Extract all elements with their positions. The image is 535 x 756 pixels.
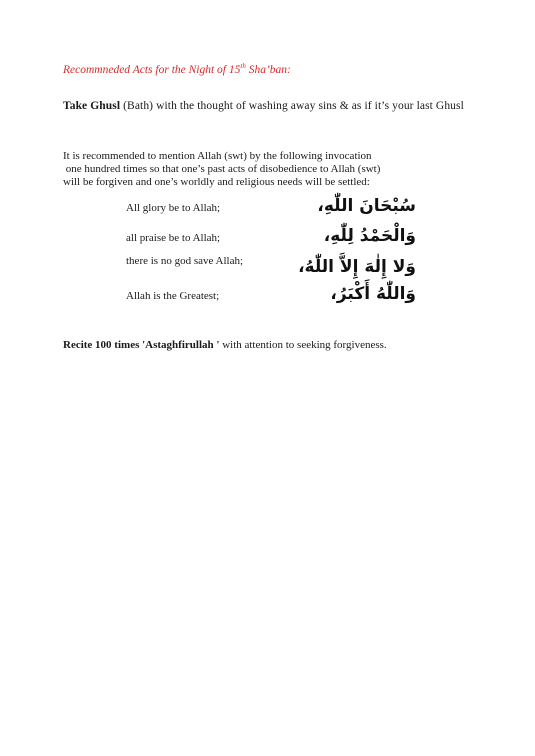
recite-rest: with attention to seeking forgiveness. — [219, 339, 387, 351]
invocation-english: all praise be to Allah; — [126, 232, 221, 244]
section-heading — [63, 64, 291, 76]
invocation-arabic: وَلا إِلٰهَ إِلاَّ اللّٰهُ، — [298, 257, 416, 277]
invocation-arabic: وَالْحَمْدُ لِلّٰهِ، — [323, 226, 416, 246]
heading-superscript: th — [240, 62, 246, 71]
invocation-arabic: وَاللّٰهُ أَكْبَرُ، — [330, 284, 416, 304]
invocation-row — [126, 255, 416, 285]
ghusl-paragraph — [63, 99, 473, 113]
heading-suffix: Sha’ban: — [245, 64, 291, 76]
invocation-english: there is no god save Allah; — [126, 255, 244, 267]
recite-bold: Recite 100 times 'Astaghfirullah ' — [63, 339, 220, 351]
ghusl-rest: (Bath) with the thought of washing away sins & as if it’s your last Ghusl — [120, 100, 464, 112]
ghusl-bold: Take Ghusl — [63, 100, 121, 112]
invocation-arabic: سُبْحَانَ اللّٰهِ، — [317, 196, 416, 216]
invocation-row — [126, 284, 416, 320]
invocation-english: Allah is the Greatest; — [126, 290, 220, 302]
recite-instruction — [63, 339, 387, 351]
intro-line: will be forgiven and one’s worldly and religious needs will be settled: — [63, 176, 370, 188]
intro-line: It is recommended to mention Allah (swt) by the following invocation — [63, 150, 372, 162]
invocation-english: All glory be to Allah; — [126, 202, 221, 214]
intro-paragraph — [63, 150, 483, 189]
intro-line: one hundred times so that one’s past acts of disobedience to Allah (swt) — [63, 163, 381, 175]
heading-text: Recommneded Acts for the Night of 15 — [63, 64, 241, 76]
